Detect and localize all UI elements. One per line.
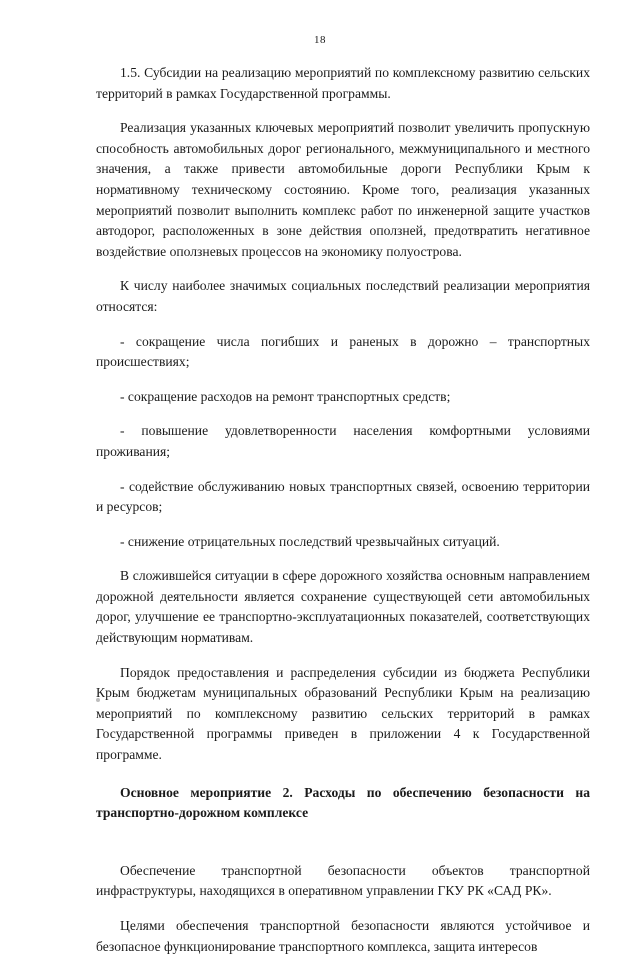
list-item-emergencies: - снижение отрицательных последствий чрезвычайных ситуаций. — [120, 533, 500, 549]
paragraph-road-network: В сложившейся ситуации в сфере дорожного хозяйства основным направлением дорожной деятельности является сохранение существующей сети автомобильных дорог, улучшение ее транспортно-эксплуатационных показателей, соответствующих действующим нормативам. — [96, 568, 590, 646]
list-item-fewer-casualties: - сокращение числа погибших и раненых в дорожно – транспортных происшествиях; — [96, 333, 590, 370]
list-item-living-conditions: - повышение удовлетворенности населения комфортными условиями проживания; — [96, 423, 590, 459]
paragraph-transport-security: Обеспечение транспортной безопасности объектов транспортной инфраструктуры, находящихся в оперативном управлении ГКУ РК «САД РК». — [96, 862, 590, 899]
section-heading-main-measure-2: Основное мероприятие 2. Расходы по обеспечению безопасности на транспортно-дорожном комплексе — [96, 784, 590, 821]
document-body — [96, 63, 590, 957]
paragraph-security-goals: Целями обеспечения транспортной безопасности являются устойчивое и безопасное функционирование транспортного комплекса, защита интересов — [96, 918, 590, 954]
list-item-repair-costs: - сокращение расходов на ремонт транспортных средств; — [120, 388, 451, 404]
page-number: 18 — [314, 34, 326, 46]
paragraph-key-measures: Реализация указанных ключевых мероприятий позволит увеличить пропускную способность автомобильных дорог регионального, межмуниципального и местного значения, а также привести автомобильные дороги Республики Крым к нормативному техническому состоянию. Кроме того, реализация указанных мероприятий позволит выполнить комплекс работ по инженерной защите участков автодорог, расположенных в зоне действия оползней, предотвратить негативное воздействие оползневых процессов на экономику полуострова. — [96, 120, 590, 259]
list-item-transport-links: - содействие обслуживанию новых транспортных связей, освоению территории и ресурсов; — [96, 478, 590, 515]
paragraph-subsidies-title: 1.5. Субсидии на реализацию мероприятий по комплексному развитию сельских территорий в рамках Государственной программы. — [96, 65, 590, 101]
paragraph-social-consequences-intro: К числу наиболее значимых социальных последствий реализации мероприятия относятся: — [96, 278, 590, 314]
paragraph-subsidy-procedure: Порядок предоставления и распределения субсидии из бюджета Республики Крым бюджетам муниципальных образований Республики Крым на реализацию мероприятий по комплексному развитию сельских территорий в рамках Государственной программы приведен в приложении 4 к Государственной программе. — [96, 664, 590, 763]
